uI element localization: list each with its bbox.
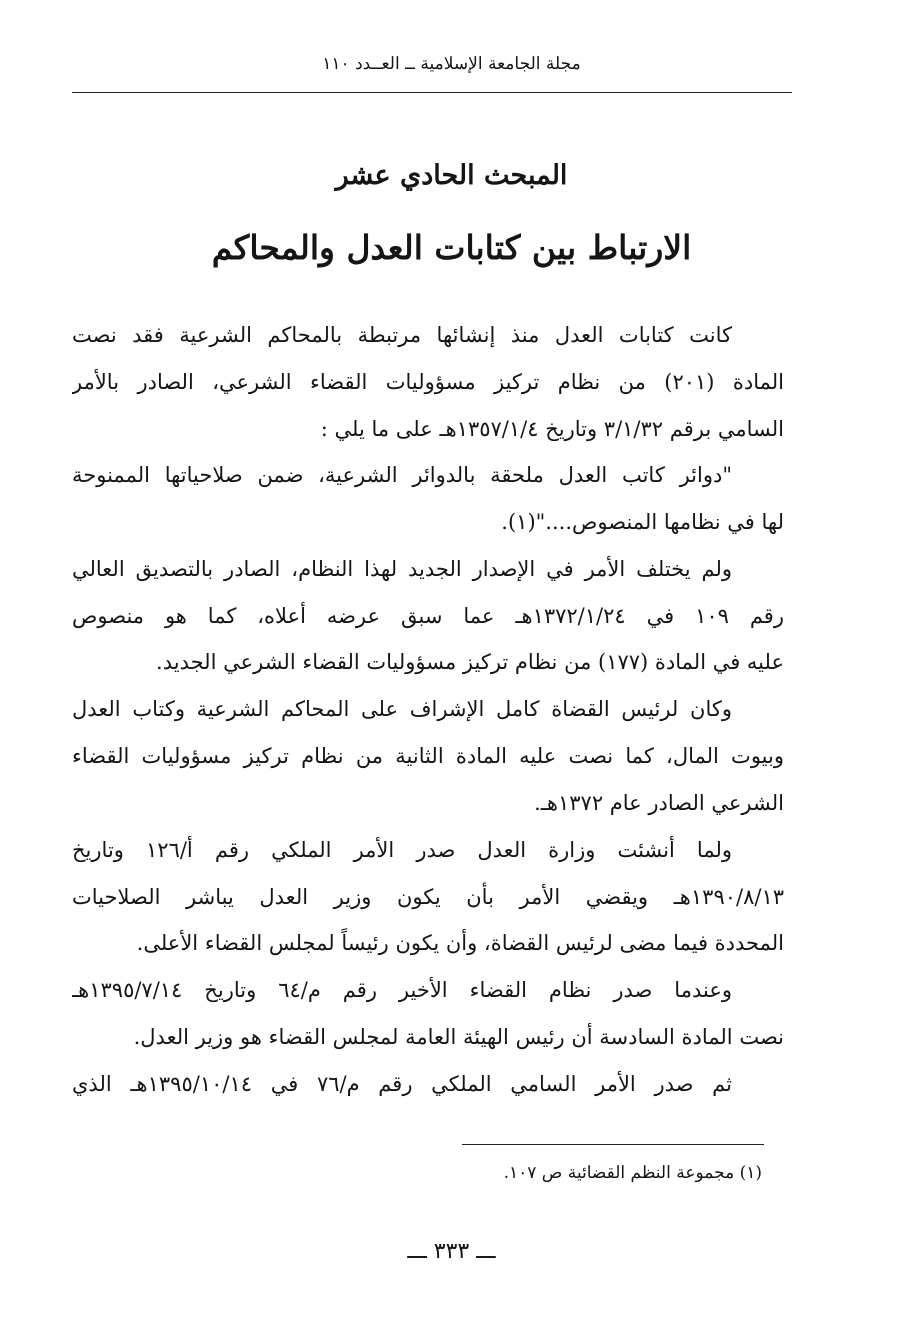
body-line: الشرعي الصادر عام ١٣٧٢هـ. [534, 791, 784, 815]
body-line: رقم ١٠٩ في ١٣٧٢/١/٢٤هـ عما سبق عرضه أعلاه، كما هو منصوص [72, 604, 784, 628]
section-label: المبحث الحادي عشر [335, 160, 568, 191]
body-line: عليه في المادة (١٧٧) من نظام تركيز مسؤوليات القضاء الشرعي الجديد. [156, 650, 784, 674]
body-line: نصت المادة السادسة أن رئيس الهيئة العامة لمجلس القضاء هو وزير العدل. [133, 1025, 784, 1049]
body-line: "دوائر كاتب العدل ملحقة بالدوائر الشرعية، ضمن صلاحياتها الممنوحة [72, 463, 732, 487]
body-line: ولما أنشئت وزارة العدل صدر الأمر الملكي رقم أ/١٢٦ وتاريخ [72, 838, 732, 862]
footnote: (١) مجموعة النظم القضائية ص ١٠٧. [503, 1163, 762, 1183]
page-number: ـــ ٣٣٣ ـــ [407, 1239, 496, 1264]
body-line: السامي برقم ٣/١/٣٢ وتاريخ ١٣٥٧/١/٤هـ على ما يلي : [320, 417, 784, 441]
body-line: وكان لرئيس القضاة كامل الإشراف على المحاكم الشرعية وكتاب العدل [72, 697, 732, 721]
body-line: وعندما صدر نظام القضاء الأخير رقم م/٦٤ وتاريخ ١٣٩٥/٧/١٤هـ [72, 978, 732, 1002]
body-line: ثم صدر الأمر السامي الملكي رقم م/٧٦ في ١٣٩٥/١٠/١٤هـ الذي [72, 1072, 732, 1096]
body-line: المادة (٢٠١) من نظام تركيز مسؤوليات القضاء الشرعي، الصادر بالأمر [72, 370, 784, 394]
body-line: وبيوت المال، كما نصت عليه المادة الثانية من نظام تركيز مسؤوليات القضاء [72, 744, 784, 768]
body-line: ١٣٩٠/٨/١٣هـ ويقضي الأمر بأن يكون وزير العدل يباشر الصلاحيات [72, 885, 784, 909]
body-line: لها في نظامها المنصوص...."(١). [501, 510, 784, 534]
footnote-rule [462, 1144, 764, 1145]
body-line: ولم يختلف الأمر في الإصدار الجديد لهذا النظام، الصادر بالتصديق العالي [72, 557, 732, 581]
body-line: كانت كتابات العدل منذ إنشائها مرتبطة بالمحاكم الشرعية فقد نصت [72, 323, 732, 347]
body-line: المحددة فيما مضى لرئيس القضاة، وأن يكون رئيساً لمجلس القضاء الأعلى. [136, 931, 784, 955]
page-title: الارتباط بين كتابات العدل والمحاكم [211, 228, 692, 267]
running-head: مجلة الجامعة الإسلامية ــ العــدد ١١٠ [322, 54, 581, 74]
header-rule [72, 92, 792, 93]
